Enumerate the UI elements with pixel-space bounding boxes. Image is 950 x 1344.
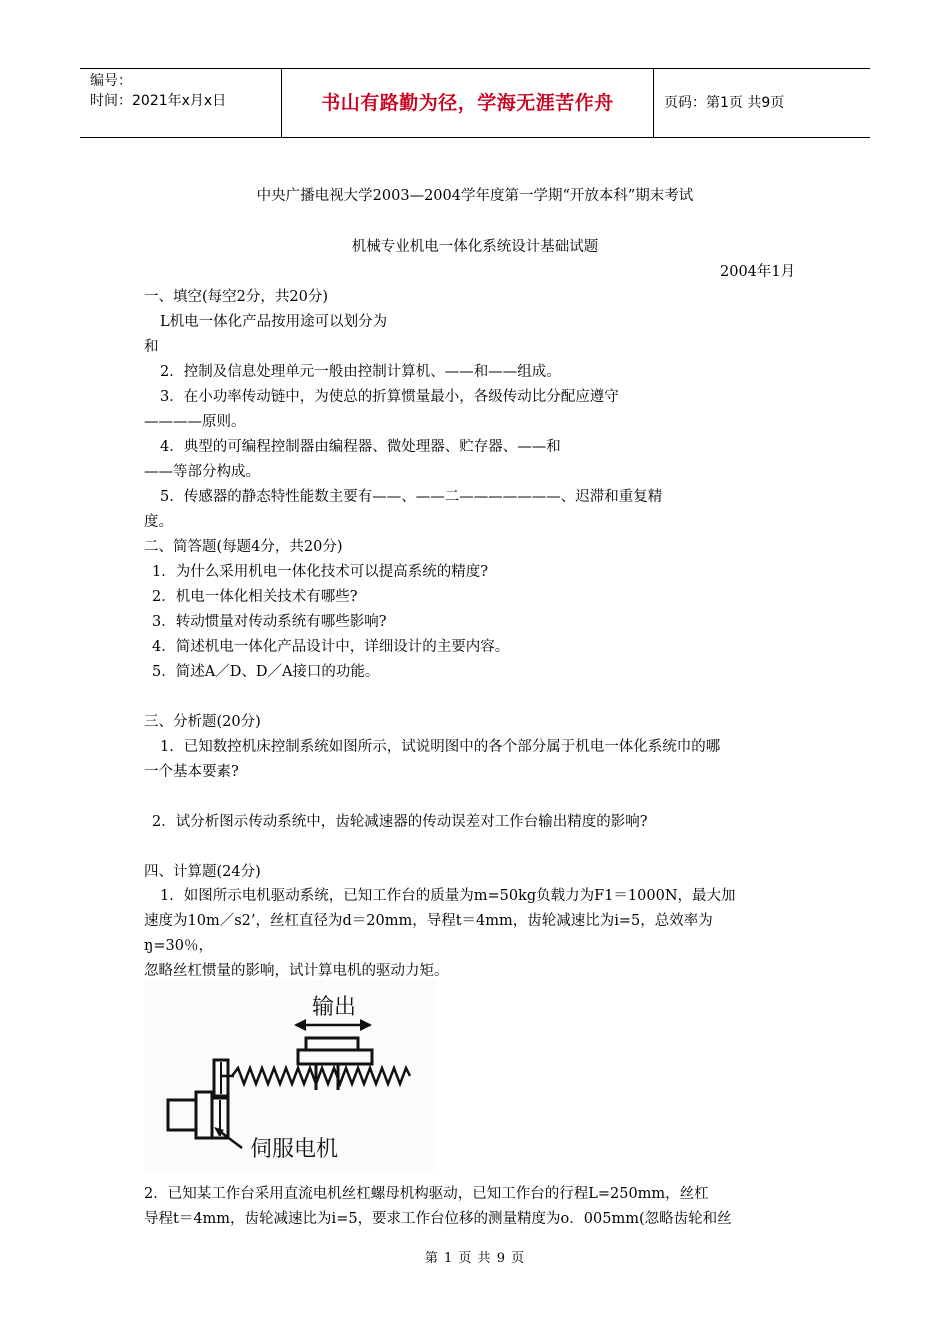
question-text: 1．已知数控机床控制系统如图所示，试说明图中的各个部分属于机电一体化系统巾的哪 xyxy=(160,739,721,755)
question-text: 一个基本要素? xyxy=(144,764,239,780)
question-text: 3．在小功率传动链中，为使总的折算惯量最小，各级传动比分配应遵守 xyxy=(160,389,619,405)
servo-drive-figure xyxy=(144,980,436,1170)
page-footer: 第 1 页 共 9 页 xyxy=(424,1251,526,1266)
question-text: 忽略丝杠惯量的影响，试计算电机的驱动力矩。 xyxy=(144,963,449,979)
question-text: 2．机电一体化相关技术有哪些? xyxy=(152,589,358,605)
document-header xyxy=(80,68,870,138)
question-text: 5．传感器的静态特性能数主要有——、——二———————、迟滞和重复精 xyxy=(160,489,663,505)
number-label: 编号： xyxy=(90,73,132,89)
section-2-title: 二、简答题(每题4分，共20分) xyxy=(144,539,343,555)
question-text: 1．为什么采用机电一体化技术可以提高系统的精度? xyxy=(152,564,488,580)
header-meta xyxy=(80,69,282,137)
section-1-title: 一、填空(每空2分，共20分) xyxy=(144,289,328,305)
question-text: ————原则。 xyxy=(144,414,246,430)
exam-subtitle: 机械专业机电一体化系统设计基础试题 xyxy=(351,239,599,255)
exam-date: 2004年1月 xyxy=(720,264,796,280)
question-text: ——等部分构成。 xyxy=(144,464,260,480)
question-text: 导程t＝4mm，齿轮减速比为i=5，要求工作台位移的测量精度为o．005mm(忽略齿轮和丝 xyxy=(144,1211,732,1227)
section-3-title: 三、分析题(20分) xyxy=(144,714,261,730)
output-label: 输出 xyxy=(311,995,357,1020)
question-text: 1．如图所示电机驱动系统，已知工作台的质量为m=50kg负载力为F1＝1000N，最大加 xyxy=(160,888,736,904)
servo-motor-label: 伺服电机 xyxy=(249,1137,339,1162)
section-4-title: 四、计算题(24分) xyxy=(144,864,261,880)
time-label: 时间：2021年x月x日 xyxy=(90,93,227,109)
question-text: 2．试分析图示传动系统中，齿轮减速器的传动误差对工作台输出精度的影响? xyxy=(152,814,648,830)
motto-text: 书山有路勤为径，学海无涯苦作舟 xyxy=(282,69,654,137)
question-text: 5．简述A／D、D／A接口的功能。 xyxy=(152,664,380,680)
question-text: 2．已知某工作台采用直流电机丝杠螺母机构驱动，已知工作台的行程L=250mm，丝杠 xyxy=(144,1186,709,1202)
exam-title: 中央广播电视大学2003—2004学年度第一学期“开放本科”期末考试 xyxy=(256,188,694,204)
servo-drive-diagram xyxy=(144,980,436,1170)
question-text: L机电一体化产品按用途可以划分为 xyxy=(160,314,388,330)
question-text: 度。 xyxy=(144,514,173,530)
question-text: 速度为10m／s2’，丝杠直径为d＝20mm，导程t＝4mm，齿轮减速比为i=5，总效率为 xyxy=(144,913,713,929)
page-code: 页码：第1页 共9页 xyxy=(664,95,785,111)
question-text: 和 xyxy=(144,339,159,355)
question-text: 4．典型的可编程控制器由编程器、微处理器、贮存器、——和 xyxy=(160,439,561,455)
question-text: 3．转动惯量对传动系统有哪些影响? xyxy=(152,614,387,630)
question-text: 2．控制及信息处理单元一般由控制计算机、——和——组成。 xyxy=(160,364,561,380)
question-text: 4．简述机电一体化产品设计中，详细设计的主要内容。 xyxy=(152,639,510,655)
question-text: ŋ=30％， xyxy=(144,938,213,954)
